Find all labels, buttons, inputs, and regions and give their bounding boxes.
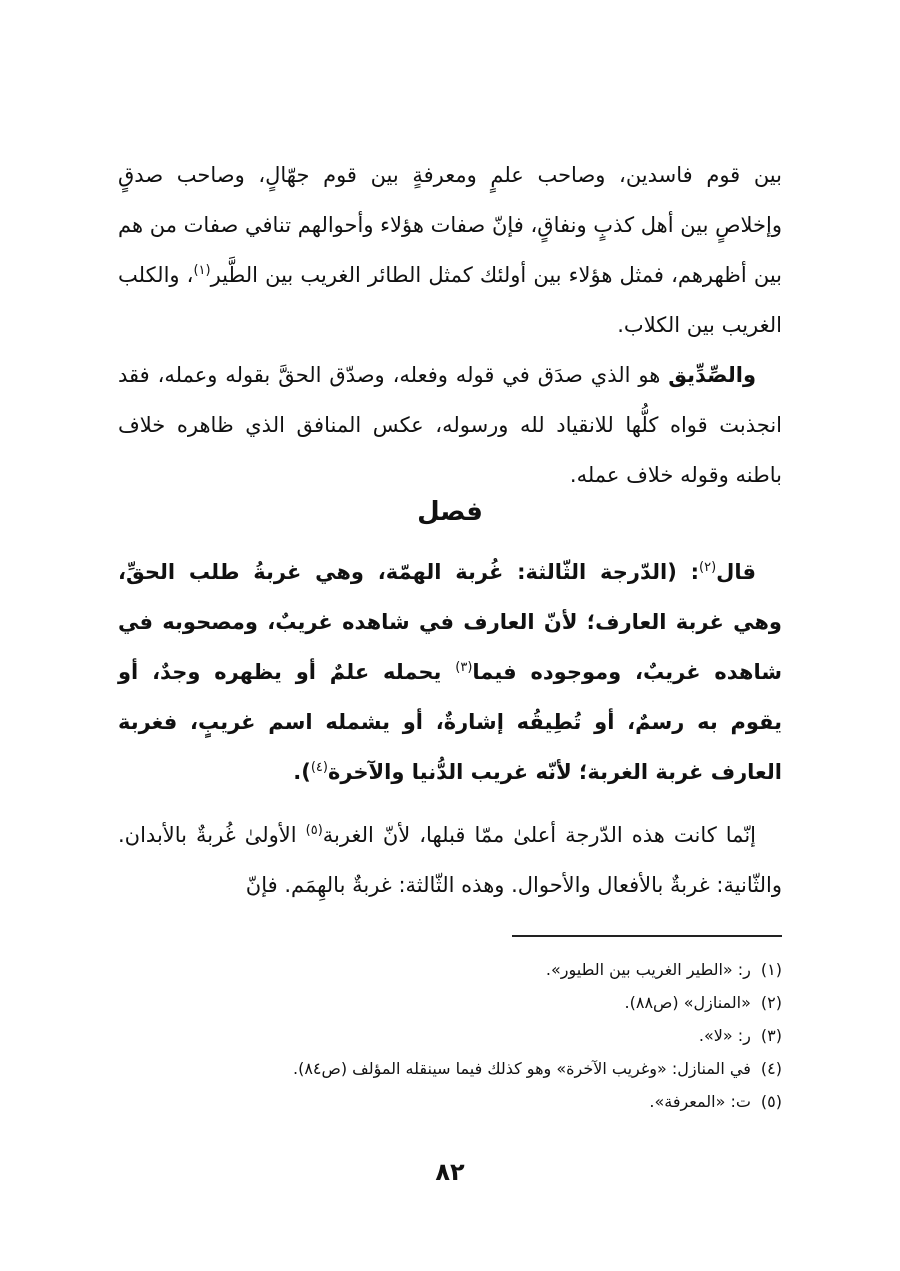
quote-lead: قال	[716, 560, 756, 584]
footnote-number: (٣)	[760, 1026, 782, 1045]
footnote-text: ر: «لا».	[698, 1026, 751, 1045]
body-text-quote	[118, 547, 782, 797]
footnote-item	[118, 1052, 782, 1085]
quote-part-1: : (الدّرجة الثّالثة: غُربة الهمّة، وهي غربةُ طلب الحقِّ، وهي غربة العارف؛ لأنّ العارف في شاهده غريبٌ، ومصحوبه في شاهده غريبٌ، وموجوده فيما	[118, 560, 782, 684]
body-text-top	[118, 150, 782, 500]
paragraph-1-end: ، والكلب الغريب بين الكلاب.	[118, 263, 782, 337]
footnote-number: (٢)	[760, 993, 782, 1012]
paragraph-1	[118, 150, 782, 350]
quote-part-2: يحمله علمٌ أو يظهره وجدٌ، أو يقوم به رسمٌ، أو تُطِيقُه إشارةٌ، أو يشمله اسم غريبٍ، فغربة العارف غربة الغربة؛ لأنّه غريب الدُّنيا والآخرة	[118, 660, 782, 784]
footnote-item	[118, 986, 782, 1019]
footnote-text: في المنازل: «وغريب الآخرة» وهو كذلك فيما سينقله المؤلف (ص٨٤).	[292, 1059, 751, 1078]
paragraph-3-part-2: الأولىٰ غُربةٌ بالأبدان. والثّانية: غربةٌ بالأفعال والأحوال. وهذه الثّالثة: غربةٌ بالهِمَم. فإنّ	[118, 823, 782, 897]
paragraph-3-part-1: إنّما كانت هذه الدّرجة أعلىٰ ممّا قبلها، لأنّ الغربة	[322, 823, 757, 847]
footnote-number: (١)	[760, 960, 782, 979]
page-number: ٨٢	[435, 1158, 465, 1186]
paragraph-3	[118, 810, 782, 910]
footnote-item	[118, 1085, 782, 1118]
footnote-text: «المنازل» (ص٨٨).	[624, 993, 751, 1012]
footnote-ref-4: (٤)	[310, 760, 328, 775]
footnote-number: (٤)	[760, 1059, 782, 1078]
footnote-ref-1: (١)	[193, 263, 211, 278]
footnote-item	[118, 953, 782, 986]
footnote-item	[118, 1019, 782, 1052]
footnotes	[118, 953, 782, 1118]
quote-end: ).	[293, 760, 311, 784]
body-text-bottom	[118, 810, 782, 910]
paragraph-2-text: هو الذي صدَق في قوله وفعله، وصدّق الحقَّ بقوله وعمله، فقد انجذبت قواه كلُّها للانقياد لله ورسوله، عكس المنافق الذي ظاهره خلاف باطنه وقوله خلاف عمله.	[118, 363, 782, 487]
paragraph-2-keyword: والصِّدِّيق	[668, 363, 756, 387]
paragraph-2	[118, 350, 782, 500]
quote-paragraph	[118, 547, 782, 797]
footnote-ref-5: (٥)	[305, 823, 323, 838]
footnote-divider	[512, 935, 782, 937]
paragraph-1-text: بين قوم فاسدين، وصاحب علمٍ ومعرفةٍ بين قوم جهّالٍ، وصاحب صدقٍ وإخلاصٍ بين أهل كذبٍ ونفاقٍ، فإنّ صفات هؤلاء وأحوالهم تنافي صفات من هم بين أظهرهم، فمثل هؤلاء بين أولئك كمثل الطائر الغريب بين الطَّير	[118, 163, 782, 287]
footnote-text: ر: «الطير الغريب بين الطيور».	[545, 960, 751, 979]
footnote-number: (٥)	[760, 1092, 782, 1111]
footnote-text: ت: «المعرفة».	[649, 1092, 751, 1111]
footnote-ref-2: (٢)	[699, 560, 717, 575]
footnote-ref-3: (٣)	[455, 660, 473, 675]
section-heading: فصل	[417, 497, 483, 527]
